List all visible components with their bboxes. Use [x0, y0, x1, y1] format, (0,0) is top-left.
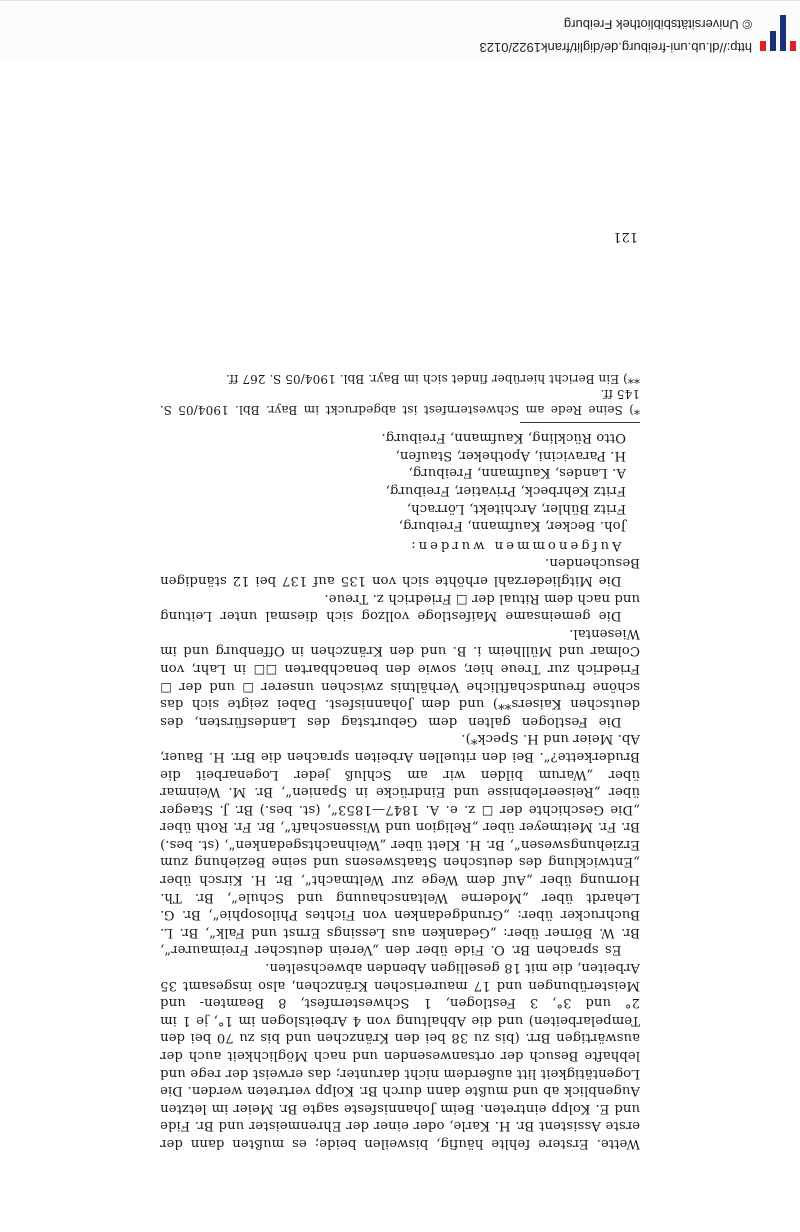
list-item: Fritz Bühler, Architekt, Lörrach,: [406, 500, 626, 516]
paragraph: Wette. Erstere fehlte häufig, bisweilen beide; es mußten dann der erste Assistent Br. H. Karle, oder einer der Ehrenmeister und Br. Fide und E. Kolpp eintreten. Beim Johannisfeste sagte Br. Meier im letzten Augenblick ab und mußte dann durch Br. Kolpp vertreten werden. Die Logentätigkeit litt außerdem nicht darunter; das erweist der rege und lebhafte Besuch der ortsanwesenden und nach Möglichkeit auch der auswärtigen Brr. (bis zu 38 bei den Kränzchen und bis zu 70 bei den Tempelarbeiten) und die Abhaltung von 4 Arbeitslogen im 1°, je 1 im 2° und 3°, 3 Festlogen, 1 Schwesternfest, 8 Beamten- und Meisterübungen und 17 maurerischen Kränzchen, also insgesamt 35 Arbeiten, die mit 18 geselligen Abenden abwechselten.: [160, 960, 640, 1151]
university-library-logo: [758, 11, 796, 55]
paragraph: Die Festlogen galten dem Geburtstag des Landesfürsten, des deutschen Kaisers**) und dem Johannisfest. Dabei zeigte sich das schöne freundschaftliche Verhältnis zwischen unserer ☐ und der ☐ Friedrich zur Treue hier, sowie den benachbarten ☐☐ in Lahr, von Colmar und Müllheim i. B. und den Kränzchen in Offenburg und im Wiesental.: [160, 625, 640, 729]
list-item: H. Paravicini, Apotheker, Staufen,: [395, 447, 626, 463]
page-number: 121: [613, 229, 638, 244]
scanned-page: [0, 60, 800, 1232]
document-url[interactable]: http://dl.ub.uni-freiburg.de/diglit/frank1922/0123: [479, 40, 752, 55]
page-body: [160, 370, 640, 1152]
member-list: [160, 429, 640, 535]
aufgenommen-heading: Aufgenommen wurden:: [408, 537, 622, 553]
footnote: **) Ein Bericht hierüber findet sich im Bayr. Bbl. 1904/05 S. 267 ff.: [225, 371, 640, 386]
paragraph: Die gemeinsame Maifestloge vollzog sich diesmal unter Leitung und nach dem Ritual der ☐ Friedrich z. Treue.: [160, 590, 640, 624]
paragraph: Die Mitgliederzahl erhöhte sich von 135 auf 137 bei 12 ständigen Besuchenden.: [160, 555, 640, 588]
list-item: Joh. Becker, Kaufmann, Freiburg,: [398, 518, 626, 534]
footnote: *) Seine Rede am Schwesternfest ist abgedruckt im Bayr. Bbl. 1904/05 S. 145 ff.: [160, 387, 640, 417]
library-header: [0, 0, 800, 61]
list-item: A. Landes, Kaufmann, Freiburg,: [408, 465, 626, 481]
list-item: Otto Rückling, Kaufmann, Freiburg.: [381, 430, 626, 446]
copyright-notice: © Universitätsbibliothek Freiburg: [563, 17, 752, 32]
footnote-divider: [520, 422, 640, 423]
paragraph: Es sprachen Br. O. Fide über den „Verein deutscher Freimaurer“, Br. W. Börner über: „Gedanken aus Lessings Ernst und Falk“, Br. L. Buchrucker über: „Grundgedanken von Fichtes Philosophie“, Br. G. Lehardt über „Moderne Weltanschauung und Schule“, Br. Th. Hornung über „Auf dem Wege zur Weltmacht“, Br. H. Kirsch über „Entwicklung des deutschen Staatswesens und seine Beziehung zum Erziehungswesen“, Br. H. Klett über „Weihnachtsgedanken“, (st. bes.) Br. Fr. Meitmeyer über „Religion und Wissenschaft“, Br. Fr. Roth über „Die Geschichte der ☐ z. e. A. 1847—1853“, (st. bes.) Br. J. Staeger über „Reiseerlebnisse und Eindrücke in Spanien“, Br. M. Weinmar über „Warum bilden wir am Schluß jeder Logenarbeit die Bruderkette?“. Bei den rituellen Arbeiten sprachen die Brr. H. Bauer, Ab. Meier und H. Speck*).: [160, 731, 640, 958]
list-item: Fritz Kehrbeck, Privatier, Freiburg,: [385, 483, 626, 499]
